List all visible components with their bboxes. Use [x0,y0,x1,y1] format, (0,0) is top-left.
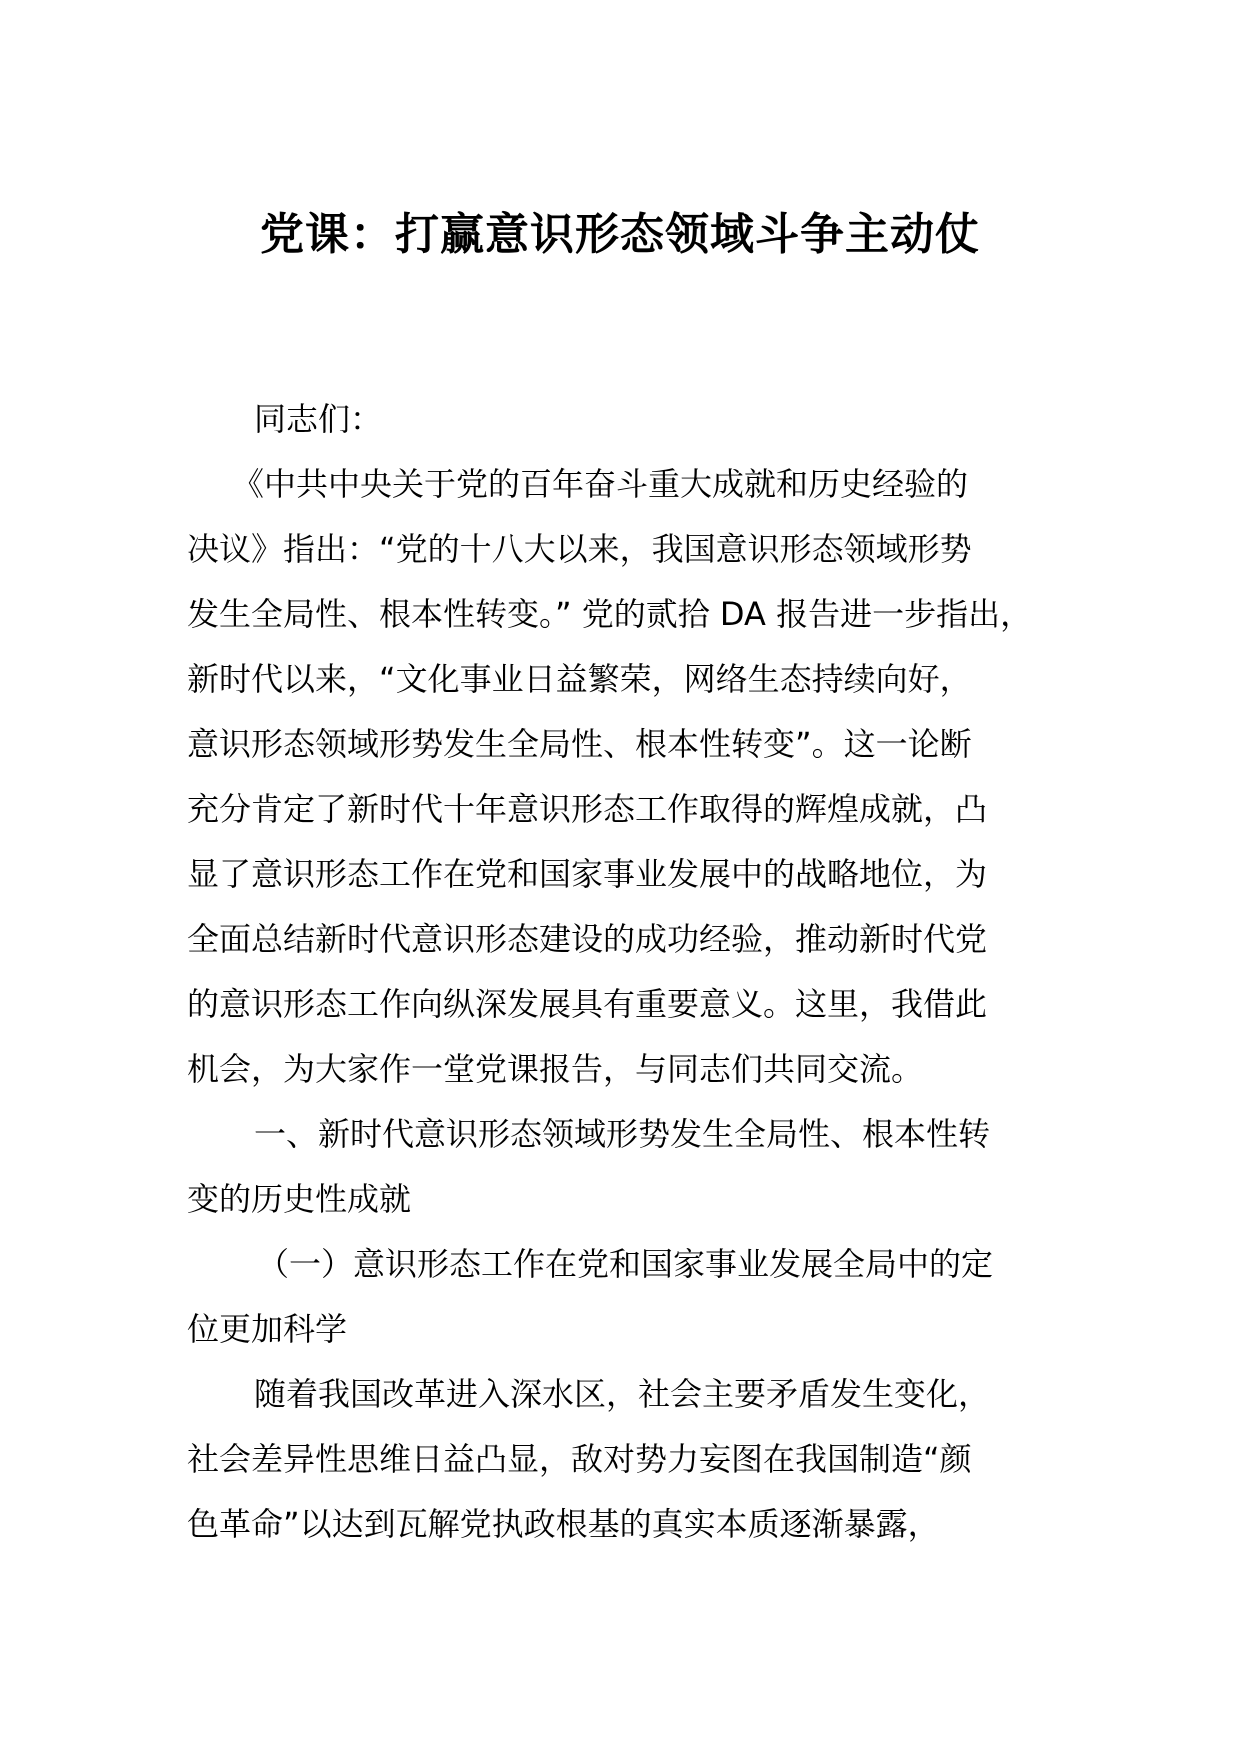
subsection-heading-line: 位更加科学 [187,1310,348,1348]
document-body [187,387,1057,1557]
paragraph-line: 全面总结新时代意识形态建设的成功经验，推动新时代党 [187,920,988,958]
paragraph-line: 新时代以来，“文化事业日益繁荣，网络生态持续向好， [187,660,972,698]
subsection-heading-line: （一）意识形态工作在党和国家事业发展全局中的定 [257,1245,994,1283]
paragraph-line: 社会差异性思维日益凸显，敌对势力妄图在我国制造“颜 [187,1440,972,1478]
section-heading-line: 变的历史性成就 [187,1180,412,1218]
paragraph-line: 色革命”以达到瓦解党执政根基的真实本质逐渐暴露， [187,1505,940,1543]
paragraph-line: 的意识形态工作向纵深发展具有重要意义。这里，我借此 [187,985,988,1023]
paragraph-line: 随着我国改革进入深水区，社会主要矛盾发生变化， [254,1375,991,1413]
document-title: 党课：打赢意识形态领域斗争主动仗 [260,209,980,260]
paragraph-line: 机会，为大家作一堂党课报告，与同志们共同交流。 [187,1050,924,1088]
paragraph-line: 《中共中央关于党的百年奋斗重大成就和历史经验的 [232,465,969,503]
paragraph-line: 显了意识形态工作在党和国家事业发展中的战略地位，为 [187,855,988,893]
paragraph-line: 意识形态领域形势发生全局性、根本性转变”。这一论断 [187,725,972,763]
paragraph-line: 充分肯定了新时代十年意识形态工作取得的辉煌成就，凸 [187,790,988,828]
salutation: 同志们： [254,400,383,438]
section-heading-line: 一、新时代意识形态领域形势发生全局性、根本性转 [254,1115,991,1153]
paragraph-line: 决议》指出：“党的十八大以来，我国意识形态领域形势 [187,530,972,568]
paragraph-line: 发生全局性、根本性转变。” 党的贰拾 DA 报告进一步指出， [187,595,1033,633]
